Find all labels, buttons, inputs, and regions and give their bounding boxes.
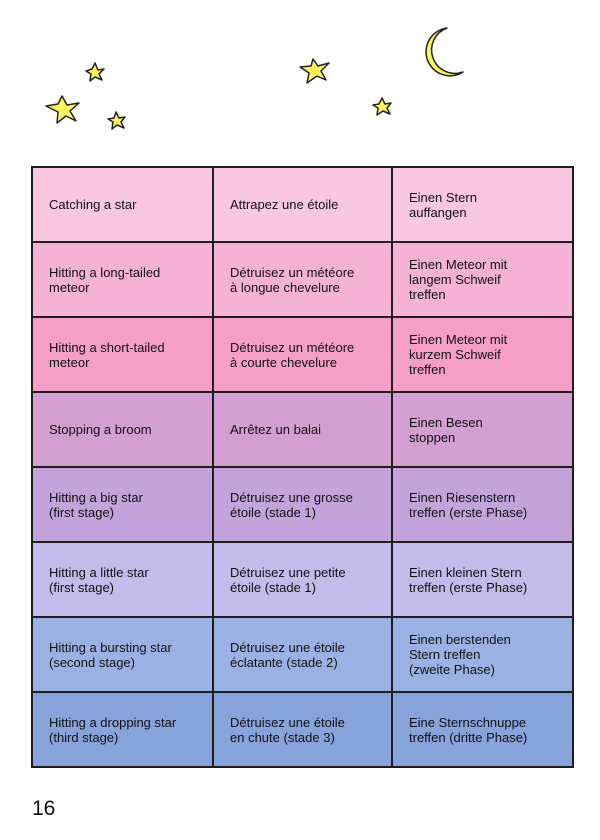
cell-text: Détruisez un météore à longue chevelure [230,264,355,295]
cell-english [32,617,213,692]
star-icon [300,59,329,83]
cell-text: Einen Meteor mit kurzem Schweif treffen [409,332,508,377]
star-icon [86,63,104,81]
cell-french [213,392,392,467]
moon-icon [426,28,463,76]
cell-text: Einen berstenden Stern treffen (zweite Phase) [409,632,511,677]
cell-german [392,542,573,617]
cell-text: Détruisez une étoile éclatante (stade 2) [230,639,345,670]
cell-text: Détruisez une petite étoile (stade 1) [230,564,346,595]
cell-german [392,617,573,692]
cell-german [392,692,573,767]
cell-english [32,242,213,317]
cell-text: Hitting a dropping star (third stage) [49,714,177,745]
table-row [32,467,573,542]
cell-french [213,167,392,242]
cell-french [213,317,392,392]
table-row [32,692,573,767]
cell-french [213,617,392,692]
night-sky-decoration [0,0,600,165]
cell-text: Hitting a little star (first stage) [49,564,149,595]
cell-text: Catching a star [49,197,137,212]
cell-text: Hitting a big star (first stage) [49,489,143,520]
page-number: 16 [32,797,56,820]
cell-text: Détruisez un météore à courte chevelure [230,339,355,370]
cell-french [213,542,392,617]
cell-text: Einen Stern auffangen [409,189,477,220]
cell-text: Arrêtez un balai [230,422,322,437]
cell-text: Détruisez une étoile en chute (stade 3) [230,714,345,745]
cell-english [32,542,213,617]
table-row [32,392,573,467]
star-icon [108,112,125,129]
translation-table [31,166,574,768]
cell-german [392,392,573,467]
cell-text: Stopping a broom [49,422,152,437]
cell-text: Einen Riesenstern treffen (erste Phase) [409,489,528,520]
cell-english [32,692,213,767]
table-row [32,542,573,617]
cell-french [213,242,392,317]
table-row [32,617,573,692]
cell-english [32,317,213,392]
cell-text: Hitting a bursting star (second stage) [49,639,172,670]
cell-german [392,242,573,317]
cell-text: Einen Meteor mit langem Schweif treffen [409,257,508,302]
cell-german [392,467,573,542]
star-icon [373,98,391,115]
cell-text: Hitting a long-tailed meteor [49,264,161,295]
table-row [32,167,573,242]
cell-english [32,392,213,467]
cell-text: Eine Sternschnuppe treffen (dritte Phase) [409,714,528,745]
cell-french [213,467,392,542]
table-row [32,242,573,317]
cell-text: Détruisez une grosse étoile (stade 1) [230,489,353,520]
cell-english [32,467,213,542]
cell-german [392,167,573,242]
cell-text: Einen Besen stoppen [409,414,483,445]
table-row [32,317,573,392]
cell-text: Einen kleinen Stern treffen (erste Phase) [409,564,528,595]
cell-text: Attrapez une étoile [230,197,339,212]
cell-text: Hitting a short-tailed meteor [49,339,165,370]
star-icon [46,96,79,123]
cell-english [32,167,213,242]
cell-german [392,317,573,392]
cell-french [213,692,392,767]
